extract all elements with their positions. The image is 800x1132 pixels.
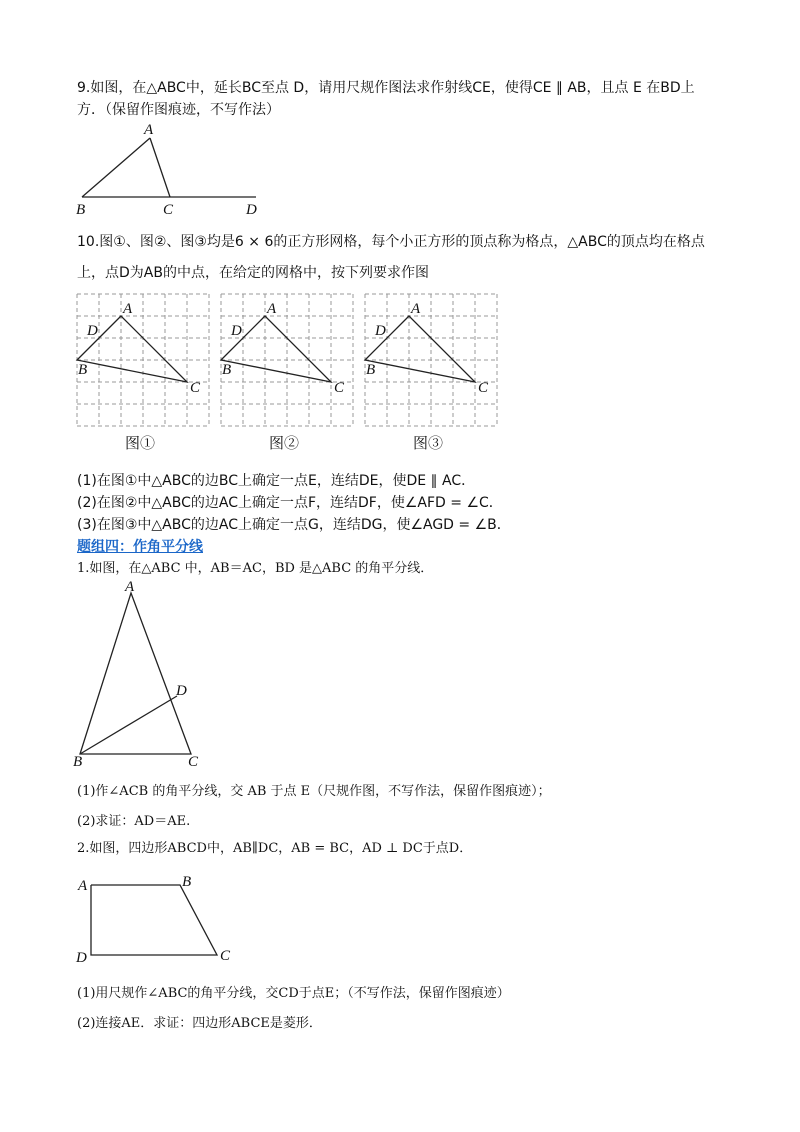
- q10-caption-3: 图③: [413, 436, 444, 452]
- q10-label-b: B: [78, 362, 88, 378]
- p1-label-b: B: [73, 754, 83, 768]
- q9-label-c: C: [163, 202, 174, 218]
- q10-label-d: D: [87, 323, 98, 339]
- q10-figure-1: [75, 292, 215, 427]
- q10-label-c: C: [334, 380, 345, 396]
- p2-figure: [70, 868, 240, 968]
- p1-label-d: D: [176, 683, 187, 699]
- p1-figure: [70, 578, 220, 768]
- p1-triangle: [80, 593, 191, 754]
- p1-part-1: (1)作∠ACB 的角平分线，交 AB 于点 E（尺规作图，不写作法，保留作图痕迹）；: [77, 784, 551, 799]
- q10-part-1: (1)在图①中△ABC的边BC上确定一点E，连结DE，使DE ∥ AC．: [77, 473, 476, 489]
- p1-bisector-bd: [80, 696, 177, 754]
- q10-text-line2: 上，点D为AB的中点，在给定的网格中，按下列要求作图: [77, 265, 429, 281]
- q10-label-d: D: [375, 323, 386, 339]
- q10-label-b: B: [366, 362, 376, 378]
- q9-label-b: B: [76, 202, 86, 218]
- q10-figure-2: [219, 292, 359, 427]
- q10-label-c: C: [190, 380, 201, 396]
- p2-part-2: (2)连接AE．求证：四边形ABCE是菱形．: [77, 1016, 322, 1031]
- q10-part-3: (3)在图③中△ABC的边AC上确定一点G，连结DG，使∠AGD = ∠B．: [77, 517, 511, 533]
- q9-text-line1: 9.如图，在△ABC中，延长BC至点 D，请用尺规作图法求作射线CE，使得CE ∥ AB，且点 E 在BD上: [77, 80, 695, 96]
- q10-caption-1: 图①: [125, 436, 156, 452]
- p1-label-a: A: [125, 579, 135, 595]
- q10-label-c: C: [478, 380, 489, 396]
- q10-part-2: (2)在图②中△ABC的边AC上确定一点F，连结DF，使∠AFD = ∠C．: [77, 495, 503, 511]
- q9-text-line2: 方．（保留作图痕迹，不写作法）: [77, 102, 280, 118]
- q9-side-ac: [150, 138, 170, 197]
- p2-label-a: A: [78, 878, 88, 894]
- p2-label-b: B: [182, 874, 192, 890]
- q10-caption-2: 图②: [269, 436, 300, 452]
- q10-label-b: B: [222, 362, 232, 378]
- q9-label-d: D: [246, 202, 257, 218]
- q9-label-a: A: [144, 122, 154, 138]
- p1-part-2: (2)求证：AD＝AE.: [77, 814, 191, 829]
- q10-figure-3: [363, 292, 503, 427]
- q9-figure: [70, 120, 270, 220]
- q10-label-a: A: [411, 301, 421, 317]
- section-heading: 题组四：作角平分线: [77, 539, 203, 555]
- p2-label-c: C: [220, 948, 231, 964]
- q10-text-line1: 10.图①、图②、图③均是6 × 6的正方形网格，每个小正方形的顶点称为格点，△ABC的顶点均在格点: [77, 234, 705, 250]
- p2-label-d: D: [76, 950, 87, 966]
- q9-side-ab: [82, 138, 150, 197]
- p1-label-c: C: [188, 754, 199, 768]
- p1-intro: 1.如图，在△ABC 中，AB＝AC，BD 是△ABC 的角平分线．: [77, 561, 434, 576]
- p2-part-1: (1)用尺规作∠ABC的角平分线，交CD于点E；（不写作法，保留作图痕迹）: [77, 986, 510, 1001]
- q10-label-a: A: [123, 301, 133, 317]
- q10-label-a: A: [267, 301, 277, 317]
- p2-intro: 2.如图，四边形ABCD中，AB∥DC，AB = BC，AD ⊥ DC于点D．: [77, 841, 473, 856]
- p2-quadrilateral: [91, 885, 217, 955]
- q10-label-d: D: [231, 323, 242, 339]
